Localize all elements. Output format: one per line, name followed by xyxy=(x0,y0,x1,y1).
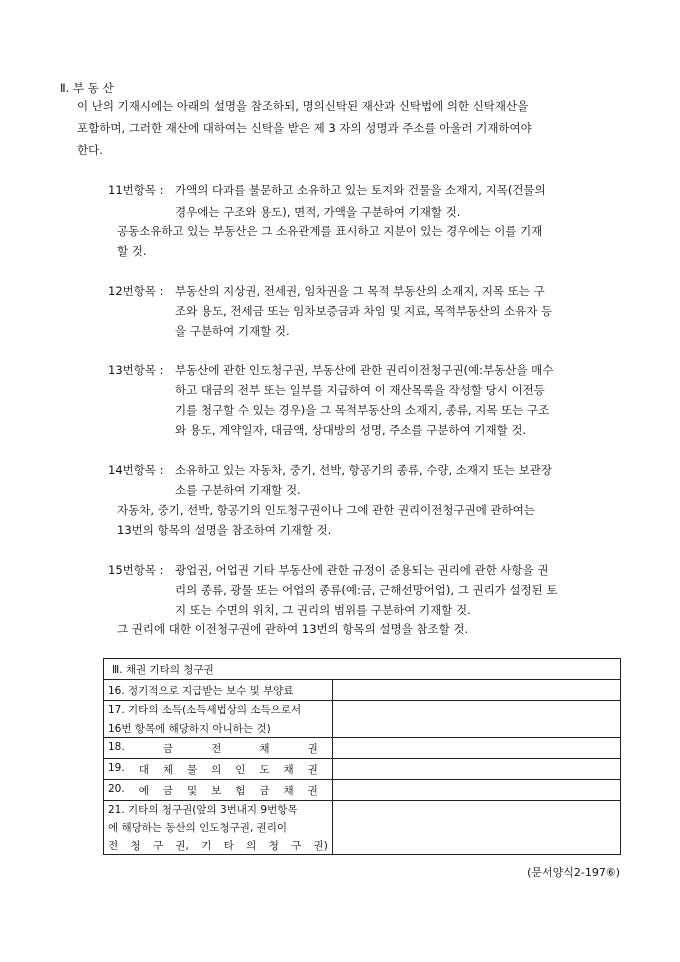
row-label-part: 인 xyxy=(235,763,246,776)
item-text: 광업권, 어업권 기타 부동산에 관한 규정이 준용되는 권리에 관한 사항을 권 xyxy=(175,563,549,577)
row-label-part: 권, xyxy=(175,840,189,852)
item-text: 소유하고 있는 자동차, 중기, 선박, 항공기의 종류, 수량, 소재지 또는 보관장 xyxy=(175,463,552,477)
item-text: 부동산에 관한 인도청구권, 부동산에 관한 권리이전청구권(예:부동산을 매수 xyxy=(175,363,554,377)
row-label xyxy=(104,780,333,801)
table-heading: Ⅲ. 채권 기타의 청구권 xyxy=(104,659,621,680)
row-label-part: 전 xyxy=(211,742,222,755)
row-value-cell[interactable] xyxy=(332,680,620,701)
row-label-line: 21. 기타의 청구권(앞의 3번내지 9번항목 xyxy=(108,804,298,816)
row-label xyxy=(104,759,333,780)
table-row xyxy=(104,701,621,738)
item-note: 할 것. xyxy=(117,244,147,258)
item-note: 그 권리에 대한 이전청구권에 관하여 13번의 항목의 설명을 참조할 것. xyxy=(117,622,469,636)
item-text: 경우에는 구조와 용도), 면적, 가액을 구분하여 기재할 것. xyxy=(175,205,461,219)
section-heading: Ⅱ. 부 동 산 xyxy=(60,81,114,95)
intro-line: 포함하며, 그러한 재산에 대하여는 신탁을 받은 제 3 자의 성명과 주소를 아울러 기재하여야 xyxy=(77,121,532,135)
item-text: 을 구분하여 기재할 것. xyxy=(175,324,290,338)
row-value-cell[interactable] xyxy=(332,801,620,855)
item-text: 지 또는 수면의 위치, 그 권리의 범위를 구분하여 기재할 것. xyxy=(175,603,471,617)
row-value-cell[interactable] xyxy=(332,780,620,801)
row-value-cell[interactable] xyxy=(332,738,620,759)
item-note: 13번의 항목의 설명을 참조하여 기재할 것. xyxy=(117,523,332,537)
row-label-part: 청 xyxy=(130,840,141,852)
item-text: 기를 청구할 수 있는 경우)을 그 목적부동산의 소재지, 종류, 지목 또는 구조 xyxy=(175,403,550,417)
row-label-part: 구 xyxy=(291,840,302,852)
item-text: 와 용도, 계약일자, 대금액, 상대방의 성명, 주소를 구분하여 기재할 것. xyxy=(175,423,527,437)
row-label-part: 및 xyxy=(186,784,198,797)
row-label xyxy=(104,701,333,738)
claims-table xyxy=(103,658,621,855)
table-row xyxy=(104,680,621,701)
table-row xyxy=(104,780,621,801)
row-label-line: 에 해당하는 동산의 인도청구권, 권리이 xyxy=(108,822,287,834)
row-label-part: 금 xyxy=(162,784,173,797)
row-label: 16. 정기적으로 지급받는 보수 및 부양료 xyxy=(104,680,333,701)
row-label-part: 전 xyxy=(108,840,119,852)
table-row xyxy=(104,738,621,759)
row-label-part: 권) xyxy=(313,840,328,852)
row-label xyxy=(104,801,333,855)
item-text: 소를 구분하여 기재할 것. xyxy=(175,483,301,497)
row-label-line: 16번 항목에 해당하지 아니하는 것) xyxy=(108,723,271,735)
row-label-part: 물 xyxy=(186,763,198,776)
table-row xyxy=(104,659,621,680)
row-label-part: 채 xyxy=(259,742,270,755)
item-label: 14번항목 : xyxy=(108,463,164,477)
row-label-part: 19. xyxy=(108,761,125,774)
item-text: 조와 용도, 전세금 또는 임차보증금과 차임 및 지료, 목적부동산의 소유자 등 xyxy=(175,304,553,318)
row-label-part: 채 xyxy=(283,763,294,776)
row-label-part: 기 xyxy=(201,840,212,852)
row-label-part: 대 xyxy=(138,763,149,776)
item-text: 리의 종류, 광물 또는 어업의 종류(예:금, 근해선망어업), 그 권리가 설정된 토 xyxy=(175,583,558,597)
row-label-part: 20. xyxy=(108,782,125,795)
item-label: 13번항목 : xyxy=(108,363,164,377)
row-label-part: 의 xyxy=(211,763,222,776)
row-label-part: 권 xyxy=(307,784,318,797)
item-label: 15번항목 : xyxy=(108,563,164,577)
row-label-part: 체 xyxy=(162,763,173,776)
item-label: 12번항목 : xyxy=(108,284,164,298)
table-row xyxy=(104,801,621,855)
row-label-part: 타 xyxy=(223,840,234,852)
row-label-line: 17. 기타의 소득(소득세법상의 소득으로서 xyxy=(108,704,302,716)
row-label-part: 의 xyxy=(246,840,257,852)
row-label-part: 험 xyxy=(235,784,246,797)
row-label-part: 권 xyxy=(307,742,318,755)
row-label-part: 금 xyxy=(259,784,270,797)
intro-line: 한다. xyxy=(77,143,103,157)
row-label-part: 보 xyxy=(211,784,222,797)
row-label xyxy=(104,738,333,759)
row-label-part: 청 xyxy=(268,840,279,852)
item-text: 부동산의 지상권, 전세권, 임차권을 그 목적 부동산의 소재지, 지목 또는 구 xyxy=(175,284,545,298)
row-value-cell[interactable] xyxy=(332,759,620,780)
row-label-part: 도 xyxy=(259,763,270,776)
row-label-part: 금 xyxy=(162,742,173,755)
row-label-part: 채 xyxy=(283,784,294,797)
item-text: 하고 대금의 전부 또는 일부를 지급하여 이 재산목록을 작성할 당시 이전등 xyxy=(175,383,545,397)
item-note: 공동소유하고 있는 부동산은 그 소유관계를 표시하고 지분이 있는 경우에는 이를 기재 xyxy=(117,224,543,238)
item-text: 가액의 다과를 불문하고 소유하고 있는 토지와 건물을 소재지, 지목(건물의 xyxy=(175,183,546,197)
row-label-part: 권 xyxy=(307,763,318,776)
row-label-part: 18. xyxy=(108,740,125,753)
intro-line: 이 난의 기재시에는 아래의 설명을 참조하되, 명의신탁된 재산과 신탁법에 의한 신탁재산을 xyxy=(77,99,529,113)
form-code: (문서양식2-197⑥) xyxy=(527,866,620,879)
item-note: 자동차, 중기, 선박, 항공기의 인도청구권이나 그에 관한 권리이전청구권에 관하여는 xyxy=(117,503,535,517)
row-label-part: 예 xyxy=(138,784,149,797)
row-label-part: 구 xyxy=(152,840,164,852)
table-row xyxy=(104,759,621,780)
item-label: 11번항목 : xyxy=(108,183,164,197)
row-value-cell[interactable] xyxy=(332,701,620,738)
